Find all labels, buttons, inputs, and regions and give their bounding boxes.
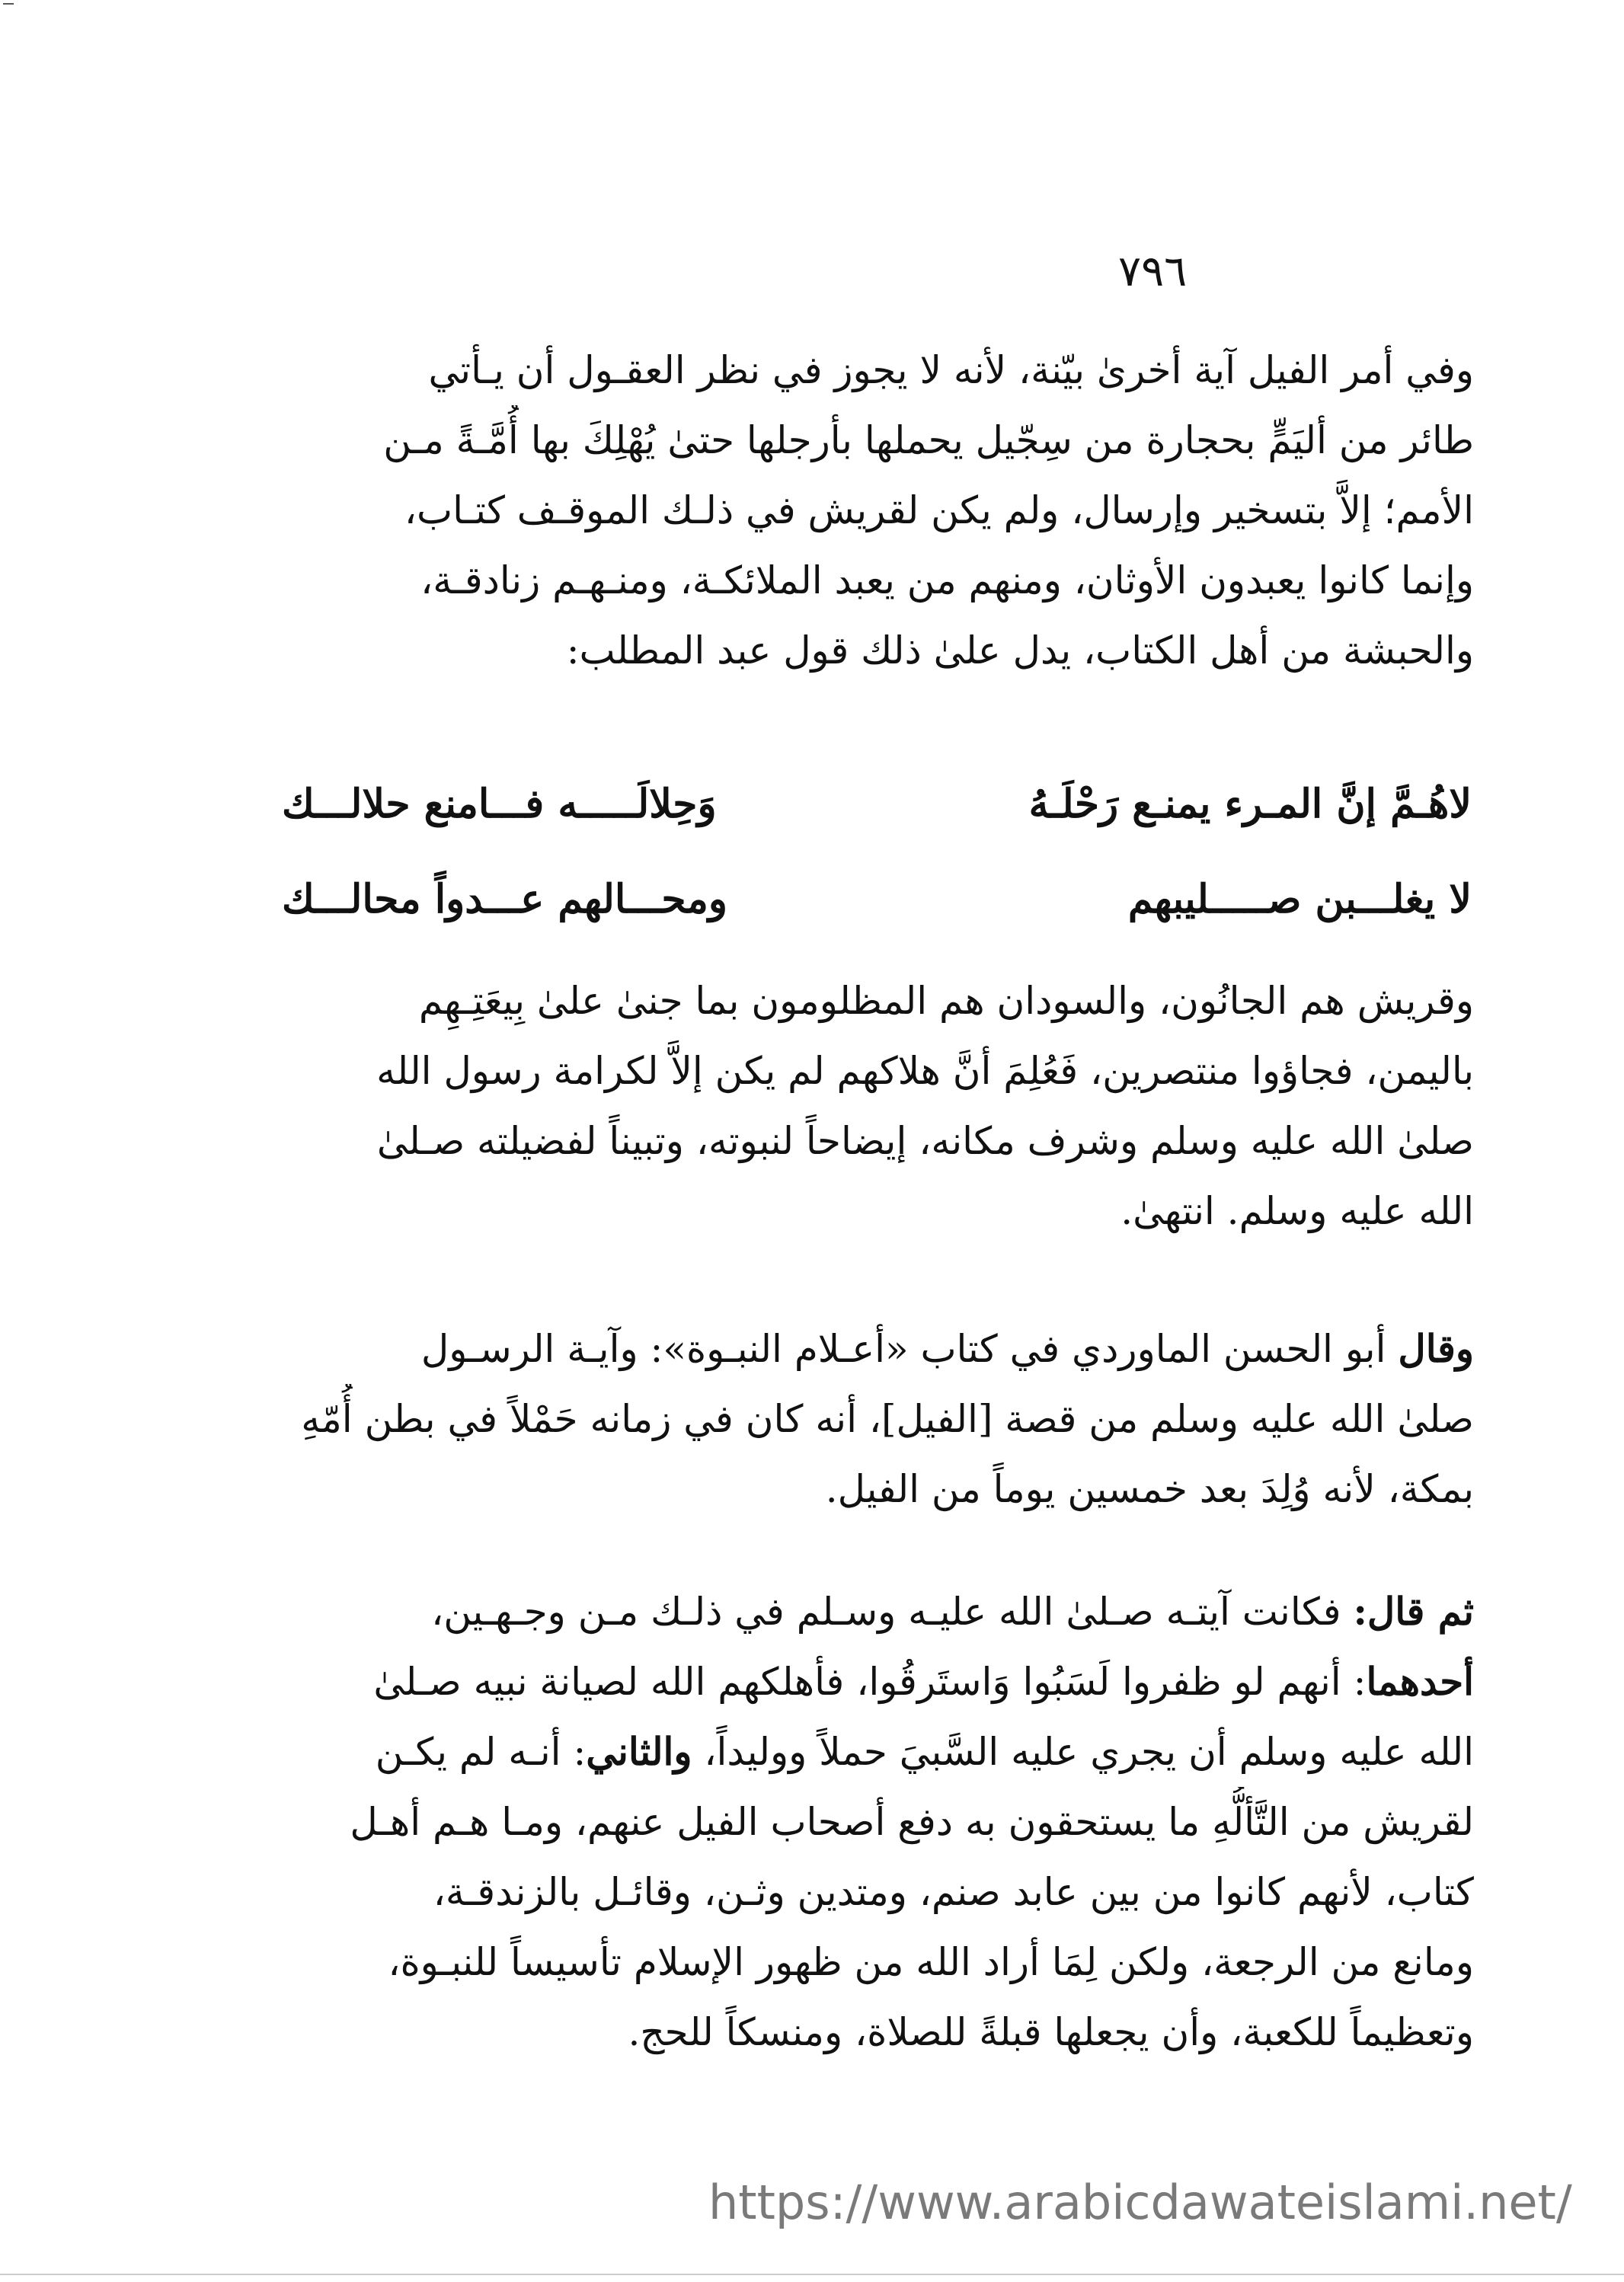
text-line: ومانع من الرجعة، ولكن لِمَا أراد الله من ظهور الإسلام تأسيساً للنبـوة، — [388, 1940, 1474, 1984]
poem-verse-2-left: ومحـــالهم عـــدواً محالـــك — [282, 876, 727, 922]
paragraph-1 — [267, 335, 1474, 686]
text-line: وفي أمر الفيل آية أخرىٰ بيّنة، لأنه لا يجوز في نظر العقـول أن يـأتي — [428, 348, 1474, 392]
paragraph-2 — [267, 966, 1474, 1246]
text-run: أبو الحسن الماوردي في كتاب «أعـلام النبـوة»: وآيـة الرسـول — [420, 1327, 1399, 1371]
lead-phrase: والثاني — [586, 1729, 692, 1774]
poem-verse-2-right: لا يغلـــبن صـــــليبهم — [1127, 876, 1472, 922]
watermark-url: https://www.arabicdawateislami.net/ — [708, 2175, 1572, 2230]
text-run: : أنهم لو ظفروا لَسَبُوا وَاستَرقُوا، فأهلكهم الله لصيانة نبيه صـلىٰ — [373, 1660, 1367, 1704]
text-line: باليمن، فجاؤوا منتصرين، فَعُلِمَ أنَّ هلاكهم لم يكن إلاَّ لكرامة رسول الله — [376, 1049, 1474, 1093]
text-line: وتعظيماً للكعبة، وأن يجعلها قبلةً للصلاة، ومنسكاً للحج. — [628, 2010, 1474, 2054]
text-line — [267, 1647, 1474, 1717]
text-line: وإنما كانوا يعبدون الأوثان، ومنهم من يعبد الملائكـة، ومنـهـم زنادقـة، — [420, 558, 1474, 602]
poem-verse-1-right: لاهُـمَّ إنَّ المـرء يمنـع رَحْلَـهُ — [1028, 781, 1472, 827]
text-line: وقريش هم الجانُون، والسودان هم المظلومون بما جنىٰ علىٰ بِيعَتِـهِم — [418, 979, 1474, 1023]
corner-mark — [3, 3, 14, 5]
poem-verse-1-left: وَحِلالَـــــه فـــامنع حلالـــك — [282, 781, 717, 827]
text-line: الله عليه وسلم. انتهىٰ. — [1120, 1189, 1474, 1233]
text-line: صلىٰ الله عليه وسلم وشرف مكانه، إيضاحاً لنبوته، وتبيناً لفضيلته صـلىٰ — [376, 1119, 1474, 1163]
lead-word: وقال — [1398, 1326, 1474, 1371]
text-run: فكانت آيتـه صـلىٰ الله عليـه وسـلم في ذلـك مـن وجـهـين، — [431, 1590, 1354, 1634]
bottom-rule — [0, 2274, 1624, 2275]
text-line: صلىٰ الله عليه وسلم من قصة [الفيل]، أنه كان في زمانه حَمْلاً في بطن أُمّهِ — [301, 1397, 1474, 1441]
text-line: بمكة، لأنه وُلِدَ بعد خمسين يوماً من الفيل. — [825, 1467, 1474, 1511]
text-line: طائر من أليَمٍّ بحجارة من سِجّيل يحملها بأرجلها حتىٰ يُهْلِكَ بها أُمَّـةً مـن — [383, 418, 1474, 462]
lead-phrase: ثم قال: — [1353, 1589, 1474, 1634]
paragraph-4 — [267, 1577, 1474, 2067]
text-line: كتاب، لأنهم كانوا من بين عابد صنم، ومتدين وثـن، وقائـل بالزندقـة، — [433, 1870, 1474, 1914]
paragraph-3 — [267, 1314, 1474, 1524]
text-line — [267, 1717, 1474, 1787]
text-run: : أنـه لم يكـن — [375, 1730, 587, 1774]
text-line — [267, 1577, 1474, 1647]
page-number: ٧٩٦ — [1118, 247, 1188, 296]
text-line — [267, 1314, 1474, 1384]
text-line: والحبشة من أهل الكتاب، يدل علىٰ ذلك قول عبد المطلب: — [566, 628, 1474, 673]
text-line: لقريش من التَّألُّهِ ما يستحقون به دفع أصحاب الفيل عنهم، ومـا هـم أهـل — [350, 1800, 1474, 1844]
text-line: الأمم؛ إلاَّ بتسخير وإرسال، ولم يكن لقريش في ذلـك الموقـف كتـاب، — [404, 488, 1474, 532]
text-run: الله عليه وسلم أن يجري عليه السَّبيَ حملاً ووليداً، — [692, 1730, 1474, 1774]
lead-phrase: أحدهما — [1366, 1659, 1474, 1704]
